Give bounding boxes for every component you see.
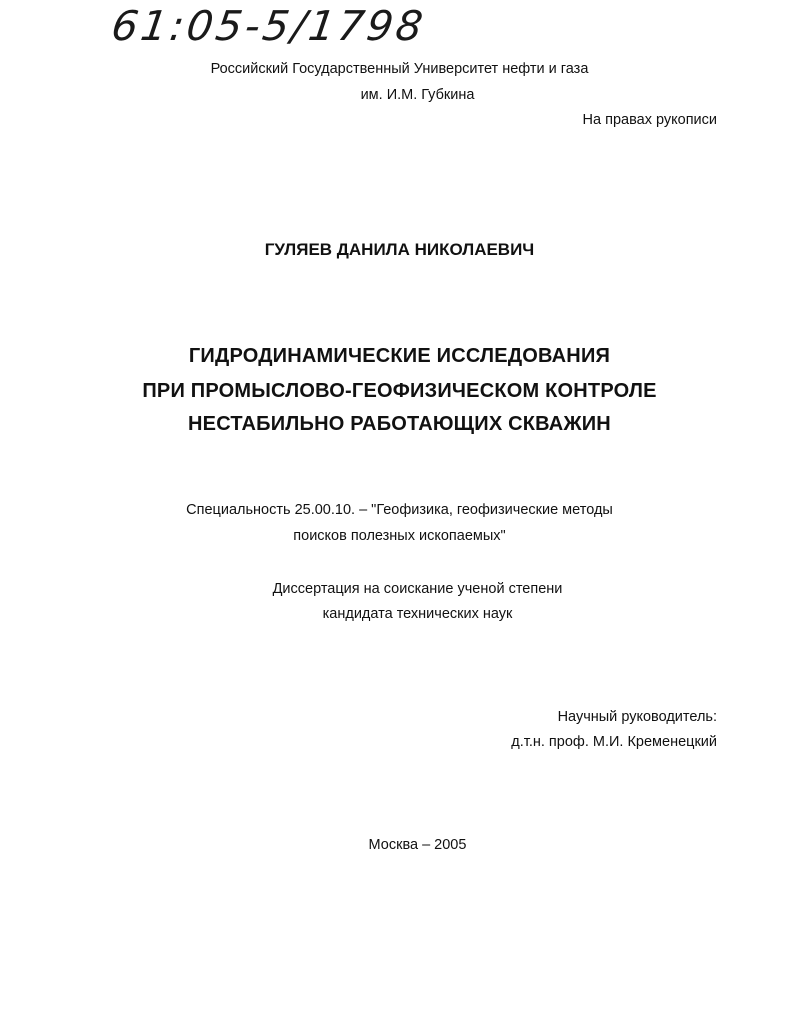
thesis-title-line1: ГИДРОДИНАМИЧЕСКИЕ ИССЛЕДОВАНИЯ: [188, 345, 611, 367]
degree-line2: кандидата технических наук: [322, 606, 513, 622]
university-name-line2: им. И.М. Губкина: [360, 87, 475, 103]
university-name-line1: Российский Государственный Университет нефти и газа: [210, 61, 589, 77]
author-name: ГУЛЯЕВ ДАНИЛА НИКОЛАЕВИЧ: [264, 240, 535, 259]
supervisor-label: Научный руководитель:: [557, 709, 717, 725]
specialty-line1: Специальность 25.00.10. – "Геофизика, геофизические методы: [186, 502, 613, 518]
thesis-title-line3: НЕСТАБИЛЬНО РАБОТАЮЩИХ СКВАЖИН: [188, 413, 611, 435]
place-year: Москва – 2005: [368, 837, 467, 853]
thesis-title-line2: ПРИ ПРОМЫСЛОВО-ГЕОФИЗИЧЕСКОМ КОНТРОЛЕ: [142, 380, 657, 402]
supervisor-name: д.т.н. проф. М.И. Кременецкий: [511, 734, 717, 750]
archive-number-handwritten: 61:05-5/1798: [108, 2, 429, 50]
specialty-line2: поисков полезных ископаемых": [293, 528, 506, 544]
degree-line1: Диссертация на соискание ученой степени: [272, 581, 563, 597]
manuscript-note: На правах рукописи: [582, 112, 717, 128]
